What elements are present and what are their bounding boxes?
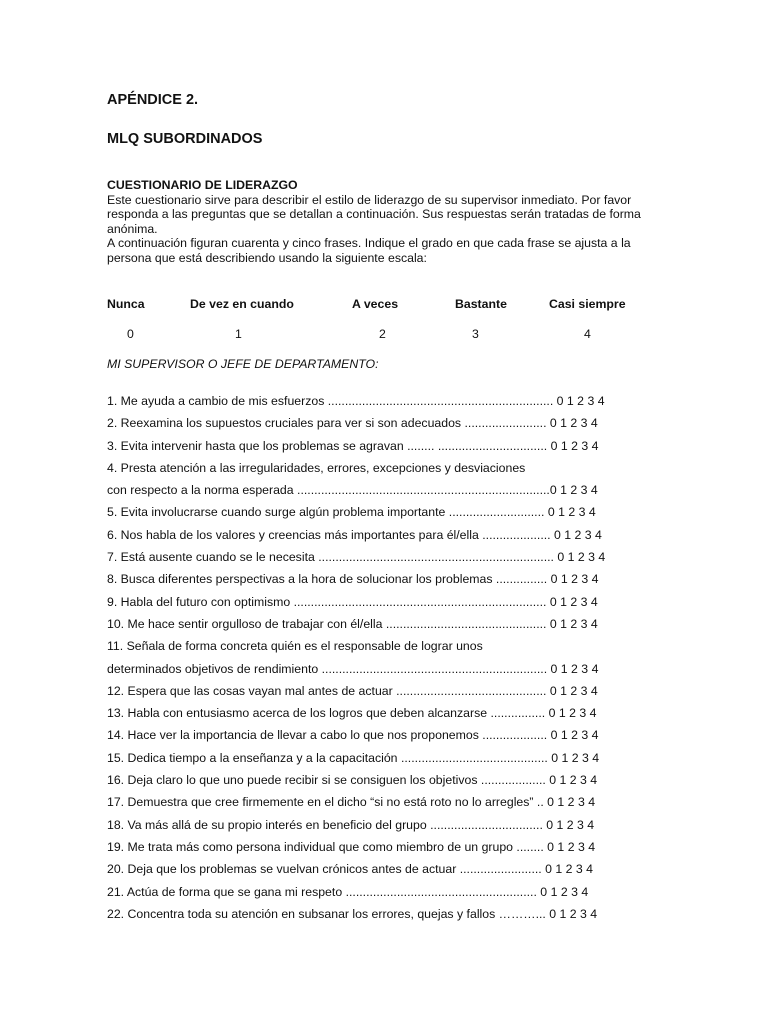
item-line: 10. Me hace sentir orgulloso de trabajar con él/ella ............................................... 0 1 2 3 4	[107, 616, 598, 631]
scale-value-3: 3	[472, 327, 479, 341]
item-line: 8. Busca diferentes perspectivas a la hora de solucionar los problemas ............... 0 1 2 3 4	[107, 572, 599, 587]
item-line: 16. Deja claro lo que uno puede recibir si se consiguen los objetivos ................... 0 1 2 3 4	[107, 773, 598, 788]
scale-label-nunca: Nunca	[107, 297, 145, 311]
item-line: 1. Me ayuda a cambio de mis esfuerzos .................................................................. 0 1 2 3 4	[107, 394, 605, 408]
scale-label-de-vez-en-cuando: De vez en cuando	[190, 297, 294, 311]
item-line: 21. Actúa de forma que se gana mi respeto ........................................................ 0 1 2 3 4	[107, 884, 589, 899]
item-line: determinados objetivos de rendimiento .................................................................. 0 1 2 3 4	[107, 661, 599, 676]
item-line: 14. Hace ver la importancia de llevar a cabo lo que nos proponemos ................... 0 1 2 3 4	[107, 728, 599, 743]
item-line: 6. Nos habla de los valores y creencias más importantes para él/ella .................... 0 1 2 3 4	[107, 527, 602, 542]
item-line: 13. Habla con entusiasmo acerca de los logros que deben alcanzarse ................ 0 1 2 3 4	[107, 706, 597, 721]
appendix-heading: APÉNDICE 2.	[107, 92, 199, 108]
scale-value-4: 4	[584, 327, 591, 341]
intro-paragraph-2: A continuación figuran cuarenta y cinco frases. Indique el grado en que cada frase se ajusta a la persona que está describiendo usando la siguiente escala:	[107, 236, 631, 265]
item-line: 2. Reexamina los supuestos cruciales para ver si son adecuados ........................ 0 1 2 3 4	[107, 416, 598, 431]
item-line: 15. Dedica tiempo a la enseñanza y a la capacitación ........................................... 0 1 2 3 4	[107, 750, 600, 765]
item-line: 3. Evita intervenir hasta que los problemas se agravan ........ ................................ 0 1 2 3 4	[107, 438, 599, 453]
scale-value-1: 1	[235, 327, 242, 341]
item-line: 7. Está ausente cuando se le necesita ..................................................................... 0 1 2 3 4	[107, 550, 606, 565]
item-line: 4. Presta atención a las irregularidades, errores, excepciones y desviaciones	[107, 460, 526, 475]
item-line: 22. Concentra toda su atención en subsanar los errores, quejas y fallos ………... 0 1 2 3 4	[107, 906, 598, 921]
scale-label-a-veces: A veces	[352, 297, 399, 311]
intro-paragraph-1: Este cuestionario sirve para describir el estilo de liderazgo de su supervisor inmediato. Por favor responda a las preguntas que se detallan a continuación. Sus respuestas serán tratadas de forma anónima.	[107, 192, 641, 236]
scale-value-0: 0	[127, 327, 134, 341]
scale-label-casi-siempre: Casi siempre	[549, 297, 626, 311]
scale-value-2: 2	[379, 327, 386, 341]
section-title: MI SUPERVISOR O JEFE DE DEPARTAMENTO:	[107, 357, 379, 371]
item-line: 19. Me trata más como persona individual que como miembro de un grupo ........ 0 1 2 3 4	[107, 839, 596, 854]
questionnaire-items	[107, 393, 667, 928]
item-line: 5. Evita involucrarse cuando surge algún problema importante ............................ 0 1 2 3 4	[107, 505, 596, 520]
item-line: 9. Habla del futuro con optimismo .......................................................................... 0 1 2 3 4	[107, 594, 598, 609]
questionnaire-subtitle: CUESTIONARIO DE LIDERAZGO	[107, 178, 298, 192]
item-line: 11. Señala de forma concreta quién es el responsable de lograr unos	[107, 639, 483, 654]
intro-block	[107, 178, 667, 265]
document-title: MLQ SUBORDINADOS	[107, 131, 263, 147]
scale-label-bastante: Bastante	[455, 297, 507, 311]
item-line: 12. Espera que las cosas vayan mal antes de actuar ............................................ 0 1 2 3 4	[107, 683, 598, 698]
item-line: 17. Demuestra que cree firmemente en el dicho “si no está roto no lo arregles” .. 0 1 2 3 4	[107, 795, 596, 810]
item-line: 20. Deja que los problemas se vuelvan crónicos antes de actuar ........................ 0 1 2 3 4	[107, 862, 593, 877]
item-line: con respecto a la norma esperada ..........................................................................0 1 2 3 4	[107, 483, 598, 498]
item-line: 18. Va más allá de su propio interés en beneficio del grupo ................................. 0 1 2 3 4	[107, 817, 595, 832]
